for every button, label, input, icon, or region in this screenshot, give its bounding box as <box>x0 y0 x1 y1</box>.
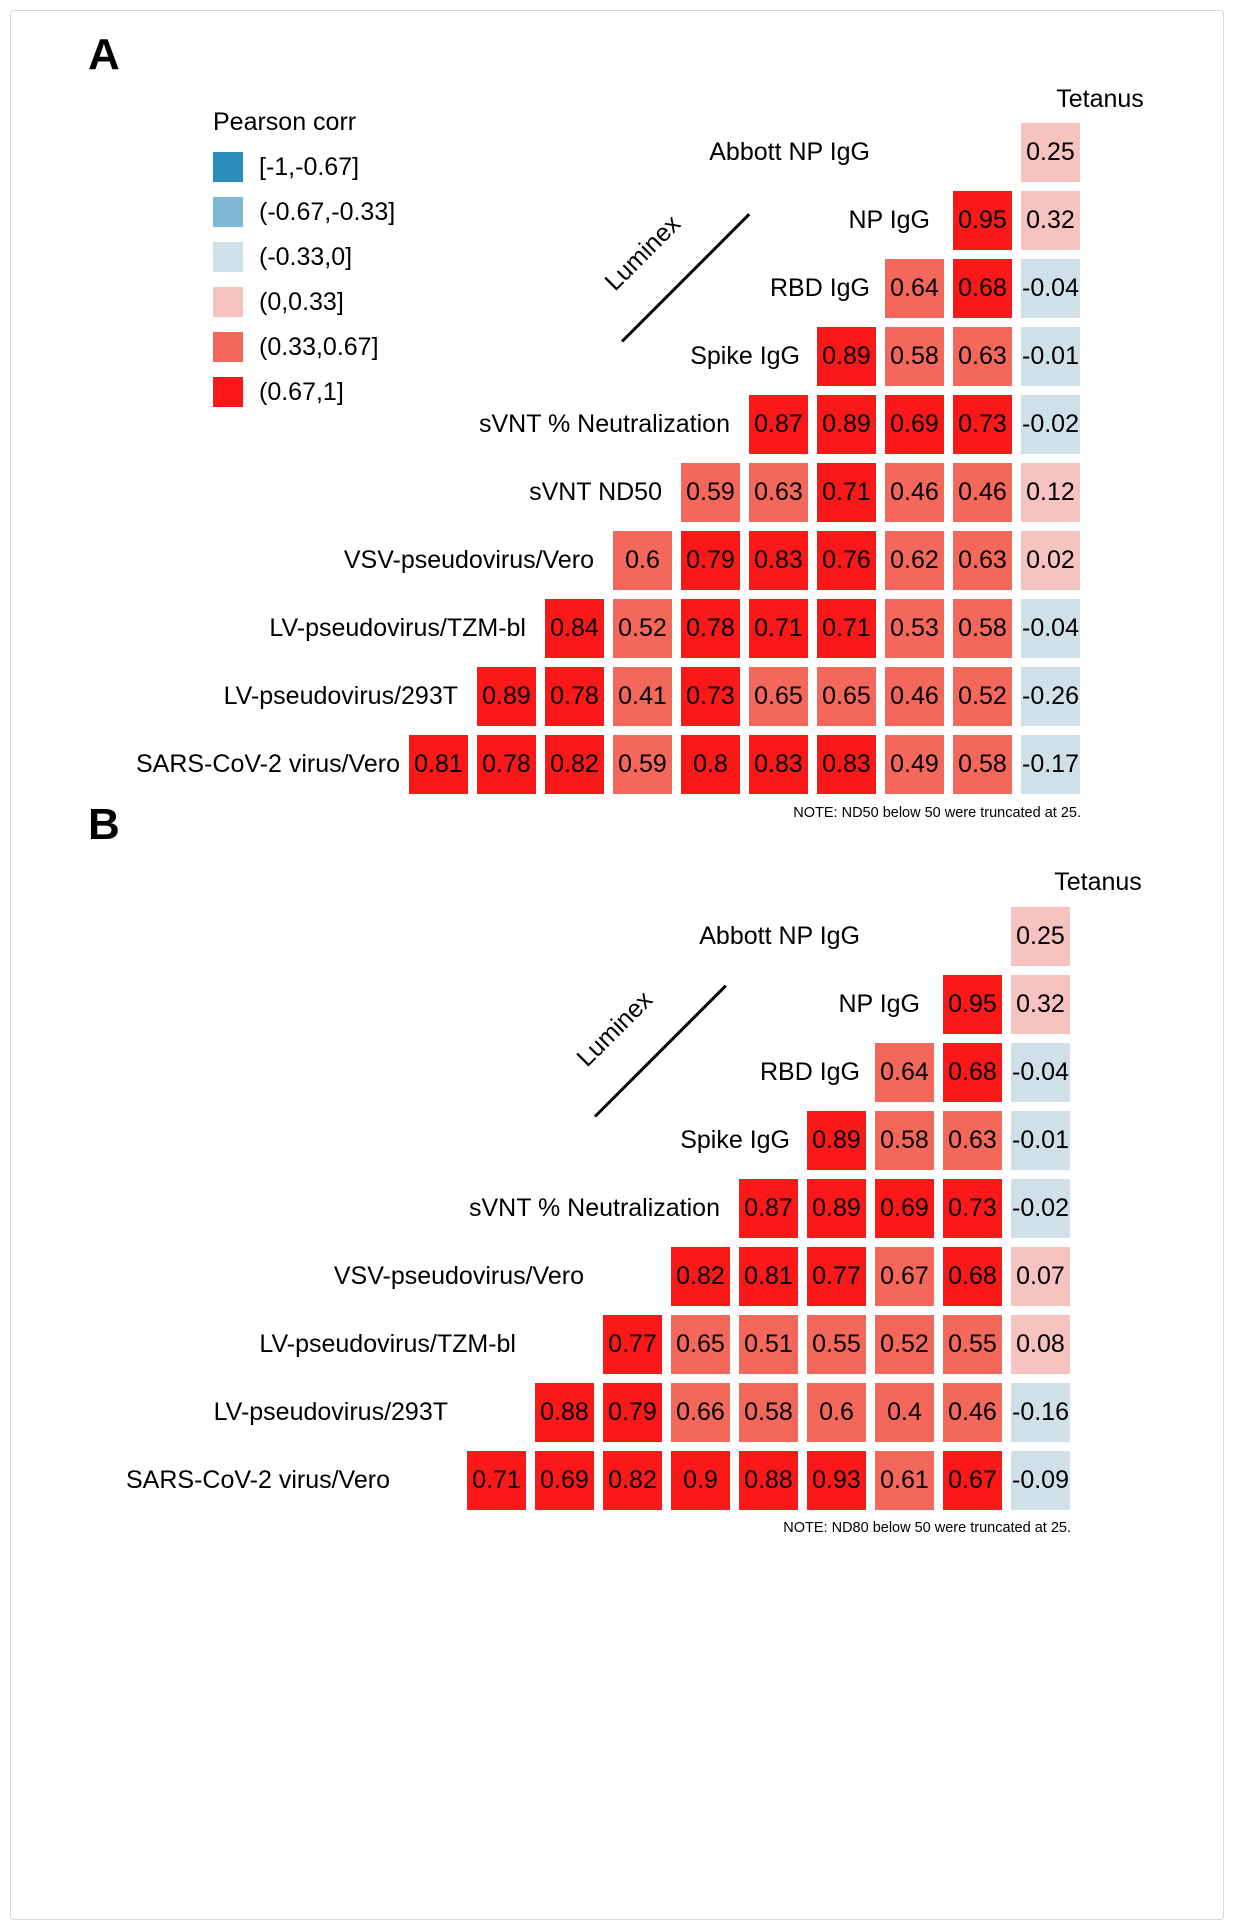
cell-a-r9-c1: 0.89 <box>476 666 537 727</box>
row-label-np-igg-b: NP IgG <box>838 990 920 1018</box>
legend-swatch-4 <box>213 287 243 317</box>
cell-b-r9-c5: 0.88 <box>738 1450 799 1511</box>
cell-b-r4-c4: -0.01 <box>1010 1110 1071 1171</box>
cell-b-r9-c8: 0.67 <box>942 1450 1003 1511</box>
row-label-vsv-vero-b: VSV-pseudovirus/Vero <box>333 1262 584 1290</box>
row-label-vsv-vero-a: VSV-pseudovirus/Vero <box>343 546 594 574</box>
cell-a-r9-c7: 0.46 <box>884 666 945 727</box>
cell-a-r9-c9: -0.26 <box>1020 666 1081 727</box>
cell-b-r9-c6: 0.93 <box>806 1450 867 1511</box>
cell-b-r9-c7: 0.61 <box>874 1450 935 1511</box>
cell-a-r8-c5: 0.71 <box>816 598 877 659</box>
cell-a-r8-c6: 0.53 <box>884 598 945 659</box>
row-label-svnt-pct-a: sVNT % Neutralization <box>478 410 730 438</box>
cell-a-r6-c1: 0.59 <box>680 462 741 523</box>
cell-a-r10-c6: 0.83 <box>748 734 809 795</box>
cell-a-r5-c5: -0.02 <box>1020 394 1081 455</box>
cell-a-r8-c8: -0.04 <box>1020 598 1081 659</box>
cell-a-r9-c4: 0.73 <box>680 666 741 727</box>
row-label-sars-vero-a: SARS-CoV-2 virus/Vero <box>136 750 400 778</box>
cell-a-r4-c4: -0.01 <box>1020 326 1081 387</box>
cell-b-r9-c4: 0.9 <box>670 1450 731 1511</box>
cell-b-r9-c9: -0.09 <box>1010 1450 1071 1511</box>
row-label-rbd-igg-a: RBD IgG <box>769 274 870 302</box>
cell-a-r7-c1: 0.6 <box>612 530 673 591</box>
cell-a-r8-c3: 0.78 <box>680 598 741 659</box>
cell-b-r7-c6: 0.55 <box>942 1314 1003 1375</box>
cell-a-r10-c7: 0.83 <box>816 734 877 795</box>
panel-a-letter: A <box>88 30 120 79</box>
cell-b-r3-c3: -0.04 <box>1010 1042 1071 1103</box>
cell-a-r8-c4: 0.71 <box>748 598 809 659</box>
panel-b-note: NOTE: ND80 below 50 were truncated at 25. <box>783 1520 1071 1536</box>
cell-b-r8-c1: 0.88 <box>534 1382 595 1443</box>
cell-b-r7-c7: 0.08 <box>1010 1314 1071 1375</box>
cell-b-r8-c3: 0.66 <box>670 1382 731 1443</box>
legend-swatch-6 <box>213 377 243 407</box>
cell-a-r7-c5: 0.62 <box>884 530 945 591</box>
cell-b-r8-c5: 0.6 <box>806 1382 867 1443</box>
row-label-abbott-np-igg-b: Abbott NP IgG <box>699 922 860 950</box>
cell-a-r7-c6: 0.63 <box>952 530 1013 591</box>
cell-b-r3-c2: 0.68 <box>942 1042 1003 1103</box>
cell-a-r6-c6: 0.12 <box>1020 462 1081 523</box>
row-label-rbd-igg-b: RBD IgG <box>759 1058 860 1086</box>
cell-b-r8-c7: 0.46 <box>942 1382 1003 1443</box>
legend-label-3: (-0.33,0] <box>259 242 353 271</box>
cell-a-r3-c1: 0.64 <box>884 258 945 319</box>
cell-a-r4-c1: 0.89 <box>816 326 877 387</box>
legend-label-6: (0.67,1] <box>259 377 344 406</box>
cell-a-r7-c2: 0.79 <box>680 530 741 591</box>
cell-a-r9-c6: 0.65 <box>816 666 877 727</box>
column-header-tetanus-b: Tetanus <box>1054 868 1142 896</box>
cell-a-r8-c7: 0.58 <box>952 598 1013 659</box>
column-header-tetanus-a: Tetanus <box>1056 85 1144 113</box>
cell-a-r8-c1: 0.84 <box>544 598 605 659</box>
row-label-spike-igg-a: Spike IgG <box>690 342 800 370</box>
cell-a-r10-c5: 0.8 <box>680 734 741 795</box>
row-label-lv-293t-b: LV-pseudovirus/293T <box>213 1398 448 1426</box>
panel-b-letter: B <box>88 800 120 849</box>
row-label-svnt-nd50-a: sVNT ND50 <box>529 478 662 506</box>
cell-b-r6-c5: 0.68 <box>942 1246 1003 1307</box>
cell-a-r5-c1: 0.87 <box>748 394 809 455</box>
cell-a-r4-c2: 0.58 <box>884 326 945 387</box>
cell-a-r10-c9: 0.58 <box>952 734 1013 795</box>
legend-swatch-3 <box>213 242 243 272</box>
cell-b-r7-c5: 0.52 <box>874 1314 935 1375</box>
cell-b-r5-c3: 0.69 <box>874 1178 935 1239</box>
luminex-diagonal-label-b: Luminex <box>571 985 659 1073</box>
cell-a-r6-c2: 0.63 <box>748 462 809 523</box>
cell-b-r8-c6: 0.4 <box>874 1382 935 1443</box>
cell-b-r7-c4: 0.55 <box>806 1314 867 1375</box>
cell-b-r5-c5: -0.02 <box>1010 1178 1071 1239</box>
panel-a <box>0 0 1236 960</box>
cell-a-r2-c2: 0.32 <box>1020 190 1081 251</box>
cell-b-r6-c3: 0.77 <box>806 1246 867 1307</box>
cell-a-r7-c7: 0.02 <box>1020 530 1081 591</box>
cell-a-r7-c4: 0.76 <box>816 530 877 591</box>
cell-b-r9-c1: 0.71 <box>466 1450 527 1511</box>
cell-a-r9-c5: 0.65 <box>748 666 809 727</box>
legend-label-4: (0,0.33] <box>259 287 344 316</box>
legend-item-4 <box>213 287 344 317</box>
cell-a-r5-c4: 0.73 <box>952 394 1013 455</box>
cell-b-r1-c1: 0.25 <box>1010 906 1071 967</box>
cell-a-r8-c2: 0.52 <box>612 598 673 659</box>
cell-b-r8-c8: -0.16 <box>1010 1382 1071 1443</box>
legend-swatch-5 <box>213 332 243 362</box>
cell-a-r10-c1: 0.81 <box>408 734 469 795</box>
legend-item-3 <box>213 242 352 272</box>
legend-item-2 <box>213 197 395 227</box>
cell-b-r8-c2: 0.79 <box>602 1382 663 1443</box>
cell-a-r4-c3: 0.63 <box>952 326 1013 387</box>
cell-a-r9-c8: 0.52 <box>952 666 1013 727</box>
cell-a-r3-c2: 0.68 <box>952 258 1013 319</box>
cell-b-r4-c2: 0.58 <box>874 1110 935 1171</box>
legend-item-5 <box>213 332 379 362</box>
cell-a-r5-c3: 0.69 <box>884 394 945 455</box>
cell-a-r1-c1: 0.25 <box>1020 122 1081 183</box>
cell-a-r6-c3: 0.71 <box>816 462 877 523</box>
luminex-diagonal-label: Luminex <box>599 209 687 297</box>
legend-swatch-1 <box>213 152 243 182</box>
legend-label-5: (0.33,0.67] <box>259 332 379 361</box>
cell-a-r9-c2: 0.78 <box>544 666 605 727</box>
cell-b-r4-c1: 0.89 <box>806 1110 867 1171</box>
row-label-abbott-np-igg-a: Abbott NP IgG <box>709 138 870 166</box>
cell-a-r10-c8: 0.49 <box>884 734 945 795</box>
legend-swatch-2 <box>213 197 243 227</box>
panel-a-note: NOTE: ND50 below 50 were truncated at 25. <box>793 805 1081 821</box>
row-label-sars-vero-b: SARS-CoV-2 virus/Vero <box>126 1466 390 1494</box>
cell-b-r2-c1: 0.95 <box>942 974 1003 1035</box>
cell-b-r4-c3: 0.63 <box>942 1110 1003 1171</box>
legend-label-1: [-1,-0.67] <box>259 152 360 181</box>
cell-b-r7-c1: 0.77 <box>602 1314 663 1375</box>
cell-b-r5-c2: 0.89 <box>806 1178 867 1239</box>
cell-a-r3-c3: -0.04 <box>1020 258 1081 319</box>
row-label-lv-tzmbl-b: LV-pseudovirus/TZM-bl <box>259 1330 516 1358</box>
cell-a-r2-c1: 0.95 <box>952 190 1013 251</box>
cell-a-r10-c4: 0.59 <box>612 734 673 795</box>
cell-b-r9-c2: 0.69 <box>534 1450 595 1511</box>
cell-a-r6-c5: 0.46 <box>952 462 1013 523</box>
cell-b-r7-c2: 0.65 <box>670 1314 731 1375</box>
row-label-lv-293t-a: LV-pseudovirus/293T <box>223 682 458 710</box>
cell-b-r2-c2: 0.32 <box>1010 974 1071 1035</box>
cell-a-r7-c3: 0.83 <box>748 530 809 591</box>
cell-b-r7-c3: 0.51 <box>738 1314 799 1375</box>
cell-a-r10-c3: 0.82 <box>544 734 605 795</box>
cell-b-r6-c1: 0.82 <box>670 1246 731 1307</box>
cell-b-r5-c1: 0.87 <box>738 1178 799 1239</box>
cell-b-r6-c4: 0.67 <box>874 1246 935 1307</box>
legend-item-1 <box>213 152 359 182</box>
cell-a-r5-c2: 0.89 <box>816 394 877 455</box>
cell-b-r8-c4: 0.58 <box>738 1382 799 1443</box>
row-label-np-igg-a: NP IgG <box>848 206 930 234</box>
row-label-spike-igg-b: Spike IgG <box>680 1126 790 1154</box>
row-label-svnt-pct-b: sVNT % Neutralization <box>468 1194 720 1222</box>
legend-label-2: (-0.67,-0.33] <box>259 197 396 226</box>
legend-title: Pearson corr <box>213 108 357 136</box>
cell-a-r10-c2: 0.78 <box>476 734 537 795</box>
cell-a-r9-c3: 0.41 <box>612 666 673 727</box>
cell-b-r3-c1: 0.64 <box>874 1042 935 1103</box>
cell-b-r5-c4: 0.73 <box>942 1178 1003 1239</box>
row-label-lv-tzmbl-a: LV-pseudovirus/TZM-bl <box>269 614 526 642</box>
cell-a-r6-c4: 0.46 <box>884 462 945 523</box>
cell-b-r6-c2: 0.81 <box>738 1246 799 1307</box>
cell-a-r10-c10: -0.17 <box>1020 734 1081 795</box>
cell-b-r9-c3: 0.82 <box>602 1450 663 1511</box>
cell-b-r6-c6: 0.07 <box>1010 1246 1071 1307</box>
